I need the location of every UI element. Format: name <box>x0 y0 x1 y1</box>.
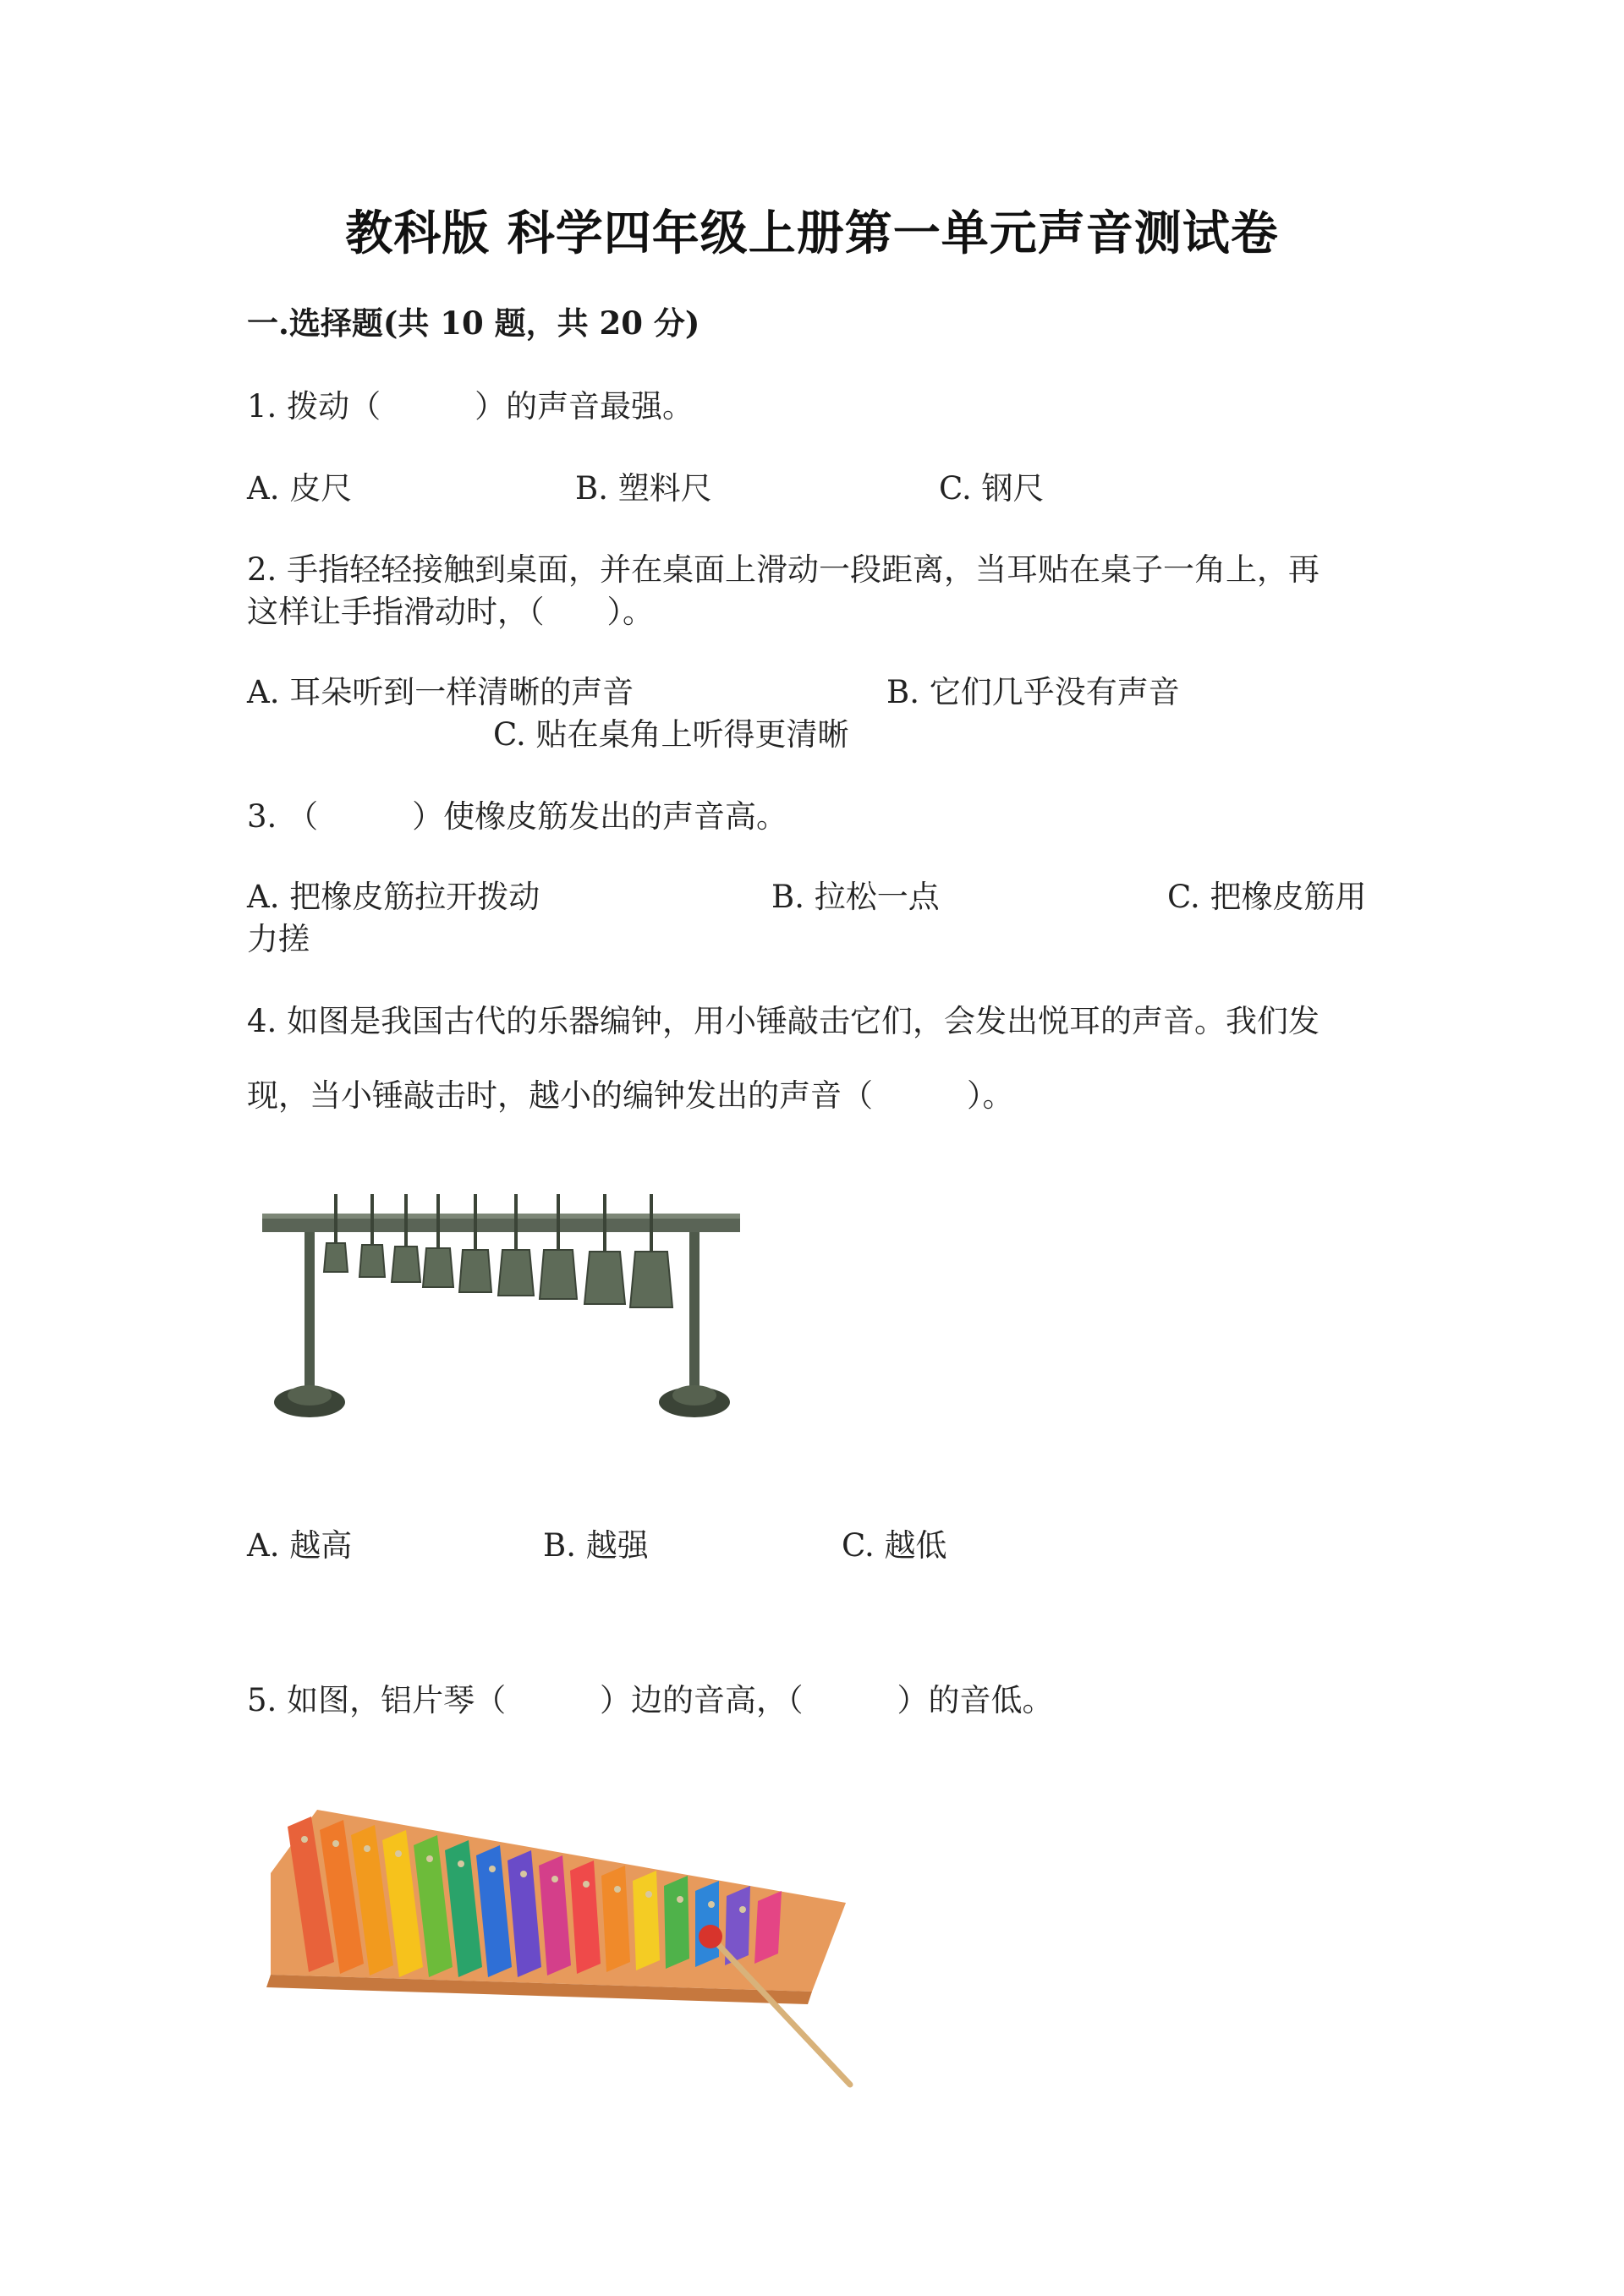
xylophone-image <box>254 1793 863 2106</box>
q4-option-c: C. 越低 <box>842 1527 947 1564</box>
question-3: 3. （ ）使橡皮筋发出的声音高。 <box>247 798 788 835</box>
q3-option-c: C. 把橡皮筋用 <box>1167 879 1367 915</box>
q3-option-c-continued: 力搓 <box>247 921 310 957</box>
bianzhong-bells-image <box>254 1184 753 1438</box>
question-4-line-2: 现，当小锤敲击时，越小的编钟发出的声音（ ）。 <box>247 1077 1014 1114</box>
q4-option-b: B. 越强 <box>543 1527 649 1564</box>
q2-option-b: B. 它们几乎没有声音 <box>886 674 1180 710</box>
q2-option-a: A. 耳朵听到一样清晰的声音 <box>247 674 634 710</box>
q2-option-c: C. 贴在桌角上听得更清晰 <box>493 716 849 753</box>
q1-option-b: B. 塑料尺 <box>575 470 712 507</box>
section-heading: 一.选择题(共 10 题，共 20 分) <box>247 304 700 342</box>
page-title: 教科版 科学四年级上册第一单元声音测试卷 <box>345 205 1279 261</box>
question-5: 5. 如图，铝片琴（ ）边的音高，（ ）的音低。 <box>247 1682 1054 1718</box>
q3-option-b: B. 拉松一点 <box>771 879 940 915</box>
question-4-line-1: 4. 如图是我国古代的乐器编钟，用小锤敲击它们，会发出悦耳的声音。我们发 <box>247 1003 1320 1039</box>
question-1: 1. 拨动（ ）的声音最强。 <box>247 388 694 425</box>
q4-option-a: A. 越高 <box>247 1527 353 1564</box>
q1-option-c: C. 钢尺 <box>939 470 1045 507</box>
question-2-line-2: 这样让手指滑动时，（ ）。 <box>247 594 654 630</box>
q1-option-a: A. 皮尺 <box>247 470 353 507</box>
question-2-line-1: 2. 手指轻轻接触到桌面，并在桌面上滑动一段距离，当耳贴在桌子一角上，再 <box>247 551 1320 588</box>
q3-option-a: A. 把橡皮筋拉开拨动 <box>247 879 540 915</box>
